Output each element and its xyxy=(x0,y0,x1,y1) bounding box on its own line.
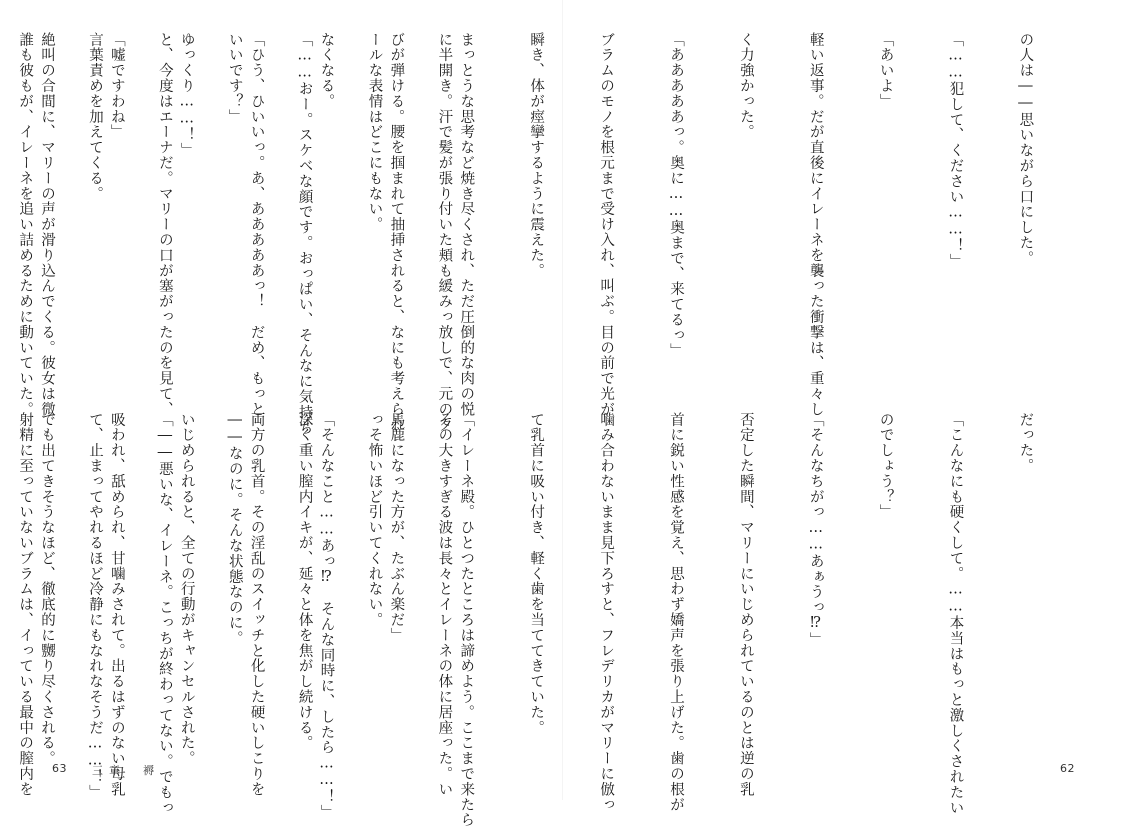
text-line: と、今度はエーナだ。マリーの口が塞がったのを見て、 xyxy=(156,32,173,417)
text-line: 「――悪いな、イレーネ。こっちが終わってない。でもっ xyxy=(156,412,173,816)
text-line: 「……おー。スケベな顔です。おっぱい、そんなに気持ち xyxy=(296,32,313,436)
text-line: 「こんなにも硬くして。……本当はもっと激しくされたい xyxy=(947,412,964,816)
text-line: その大きすぎる波は長々とイレーネの体に居座った。い xyxy=(436,412,453,797)
text-line: 「あいよ」 xyxy=(877,32,894,109)
text-line: 「嘘ですわね」 xyxy=(108,32,125,140)
text-line: 「ひう、ひいいっ。あ、あああああっ！ だめ、もっと xyxy=(248,32,265,417)
text-line: 「イレーネ殿。ひとつたところは諦めよう。ここまで来たら xyxy=(458,412,475,828)
text-line: 「そんなこと……あっ⁉ そんな同時に、したら……！」 xyxy=(318,412,335,820)
text-line: なくなる。 xyxy=(318,32,335,109)
text-line: ブラムのモノを根元まで受け入れ、叫ぶ。目の前で光が xyxy=(598,32,615,417)
text-line: 射精に至っていないブラムは、イっている最中の膣内を xyxy=(17,412,34,797)
text-line: 「……犯して、ください……！」 xyxy=(947,32,964,269)
text-line: いいです？」 xyxy=(226,32,243,125)
text-line: 言葉責めを加えてくる。 xyxy=(86,32,103,202)
text-line: 絶叫の合間に、マリーの声が滑り込んでくる。彼女は微 xyxy=(38,32,55,417)
text-line: ――なのに。そんな状態なのに。 xyxy=(226,412,243,646)
text-line: 瞬き、体が痙攣するように震えた。 xyxy=(528,32,545,279)
text-line: 「そんなちがっ……あぁうっ⁉」 xyxy=(807,412,824,648)
text-line: 両方の乳首。その淫乱のスイッチと化した硬いしこりを xyxy=(248,412,265,797)
text-line: 首に鋭い性感を覚え、思わず嬌声を張り上げた。歯の根が xyxy=(667,412,684,813)
text-line: 深く重い膣内イキが、延々と体を焦がし続ける。 xyxy=(296,412,313,751)
text-line: っそ怖いほど引いてくれない。 xyxy=(366,412,383,628)
text-line: て、止まってやれるほど冷静にもなれなそうだ……！」 xyxy=(86,412,103,800)
text-line: のでしょう？」 xyxy=(877,412,894,520)
text-line: 否定した瞬間、マリーにいじめられているのとは逆の乳 xyxy=(737,412,754,797)
page-number-left: 63 xyxy=(52,762,67,775)
text-line: く力強かった。 xyxy=(737,32,754,140)
text-line: まっとうな思考など焼き尽くされ、ただ圧倒的な肉の悦 xyxy=(458,32,475,417)
page-number-right: 62 xyxy=(1060,762,1075,775)
text-line: 馬鹿になった方が、たぶん楽だ」 xyxy=(388,412,405,643)
text-line: びが弾ける。腰を掴まれて抽挿されると、なにも考えられ xyxy=(388,32,405,433)
text-line: の人は――思いながら口にした。 xyxy=(1017,32,1034,266)
running-title: 三章 褥 xyxy=(92,764,160,777)
text-line: 吸われ、舐められ、甘噛みされて。出るはずのない母乳 xyxy=(108,412,125,797)
text-line: 軽い返事。だが直後にイレーネを襲った衝撃は、重々し xyxy=(807,32,824,417)
text-line: 「あああああっ。奥に……奥まで、来てるっ」 xyxy=(667,32,684,359)
text-line: 誰も彼もが、イレーネを追い詰めるために動いていた。 xyxy=(17,32,34,417)
text-line: いじめられると、全ての行動がキャンセルされた。 xyxy=(178,412,195,767)
text-line: に半開き。汗で髪が張り付いた頬も緩みっ放しで、元のク xyxy=(436,32,453,433)
text-line: ゆっくり……！」 xyxy=(178,32,195,159)
text-line: だった。 xyxy=(1017,412,1034,474)
text-line: て乳首に吸い付き、軽く歯を当ててきていた。 xyxy=(528,412,545,736)
text-line: でも出てきそうなほど、徹底的に嬲り尽くされる。 xyxy=(38,412,55,767)
text-line: 噛み合わないまま見下ろすと、フレデリカがマリーに倣っ xyxy=(598,412,615,813)
text-line: ールな表情はどこにもない。 xyxy=(366,32,383,233)
